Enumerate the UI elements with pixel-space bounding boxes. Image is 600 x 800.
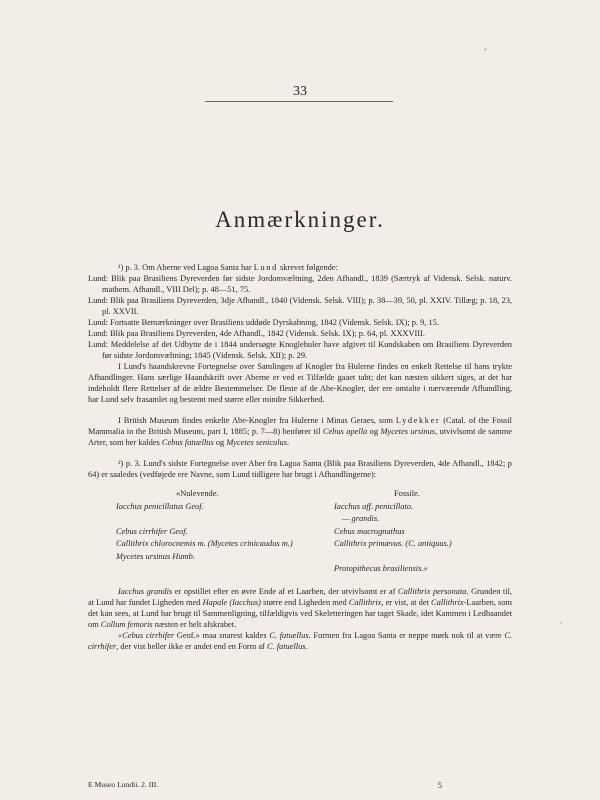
species-entry: Iacchus penicillatus Geof. <box>116 501 204 511</box>
paragraph: «Cebus cirrhifer Geof.» maa snarest kaldes C. fatuellus. Formen fra Lagoa Santa er neppe mørk nok til at være C. cirrhifer, der vist heller ikke er andet end en Form af C. fatuellus. <box>88 630 512 651</box>
page-footer <box>88 780 512 790</box>
species-entry: — grandis. <box>342 514 380 523</box>
page-number: 33 <box>293 84 307 99</box>
note-marker: ¹) <box>118 263 124 272</box>
species-name: Mycetes ursinus <box>380 427 436 436</box>
section-title: Anmærkninger. <box>215 207 385 232</box>
living-species-column <box>88 488 321 576</box>
sheet-signature: 5 <box>437 780 442 790</box>
note-marker: ²) <box>118 459 124 468</box>
species-entry: Callithrix primævus. (C. antiquus.) <box>334 539 452 548</box>
species-name: Cebus fatuellus <box>161 438 214 447</box>
species-entry: Iacchus aff. penicillato. <box>334 501 414 511</box>
reference-item: Lund: Blik paa Brasiliens Dyreverden, 4de Afhandl., 1842 (Vidensk. Selsk. IX); p. 64, pl. XXXVIII. <box>88 329 425 338</box>
species-entry: Cebus macrognathus <box>334 526 405 536</box>
reference-item: Lund: Fortsatte Bemærkninger over Brasiliens uddøde Dyrskabning, 1842 (Vidensk. Selsk. IX); p. 9, 15. <box>88 318 439 327</box>
species-name: Mycetes seniculus <box>226 438 288 447</box>
reference-item: Lund: Blik paa Brasiliens Dyreverden, 3dje Afhandl., 1840 (Vidensk. Selsk. VIII); p. 38—39, 50, pl. XXIV. Tillæg; p. 18, 23, pl. XXVII. <box>88 296 512 316</box>
reference-item: Lund: Blik paa Brasiliens Dyreverden før sidste Jordomvæltning, 2den Afhandl., 1839 (Særtryk af Vidensk. Selsk. naturv. mathem. Afhandl., VIII Del); p. 48—51, 75. <box>88 274 512 294</box>
column-header: «Nulevende. <box>176 489 219 498</box>
column-header: Fossile. <box>394 489 420 498</box>
species-entry: Callithrix chlorocnemis m. (Mycetes crinicaudus m.) <box>116 539 293 548</box>
spacer <box>334 551 512 564</box>
species-entry: Protopithecus brasiliensis.» <box>334 564 428 573</box>
author-name: Lund <box>253 263 278 272</box>
reference-item: Lund: Meddelelse af det Udbytte de i 1844 undersøgte Knoglehuler have afgivet til Kundskaben om Brasiliens Dyreverden før sidste Jordomvæltning; 1845 (Vidensk. Selsk. XII); p. 29. <box>88 340 512 360</box>
note-1-intro: ¹) p. 3. Om Aberne ved Lagoa Santa har Lund skrevet følgende: <box>118 263 338 272</box>
body-text <box>88 262 512 652</box>
note-2-intro: ²) p. 3. Lund's sidste Fortegnelse over Aber fra Lagoa Santa (Blik paa Brasiliens Dyreverden, 4de Afhandl., 1842; p 64) er saaledes (vedføjede ere Navne, som Lund tidligere har brugt i Afhandlingerne): <box>88 459 512 479</box>
journal-signature: E Museo Lundii. 2. III. <box>88 780 159 789</box>
species-list <box>88 488 512 576</box>
paragraph: I British Museum findes enkelte Abe-Knogler fra Hulerne i Minas Geraes, som Lydekker (Catal. of the Fossil Mammalia in the British Museum, part I, 1885; p. 7—8) henfører til Cebus apella og Mycetes ursinus, utvivlsomt de samme Arter, som her kaldes Cebus fatuellus og Mycetes seniculus. <box>88 416 513 447</box>
header-rule <box>205 101 393 102</box>
species-name: Cebus apella <box>322 427 368 436</box>
paper-speck <box>560 622 562 624</box>
species-entry: Cebus cirrhifer Geof. <box>116 526 188 536</box>
species-entry: Mycetes ursinus Humb. <box>116 551 195 561</box>
paragraph: Iacchus grandis er opstillet efter en øvre Ende af et Laarben, der utvivlsomt er af Callithrix personata. Grunden til, at Lund har fundet Ligheden med Hapale (Iacchus) større end Ligheden med Callithrix, er vist, at det Callithrix-Laarben, som det kan sees, at Lund har brugt til Sammenligning, tilfældigvis ved Skeletteringen har taget Skade, idet Kammen i Ledbaandet om Collum femoris næsten er helt afskrabet. <box>88 586 513 629</box>
author-name: Lydekker <box>395 416 441 425</box>
fossil-species-column <box>334 488 512 576</box>
paragraph: I Lund's haandskrevne Fortegnelse over Samlingen af Knogler fra Hulerne findes en enkelt Rettelse til hans trykte Afhandlinger. Hans særlige Haandskrift over Aberne er ved et Tilfælde gaaet tabt; det kan næsten sikkert siges, at det har indeholdt flere Rettelser af de ældre Bestemmelser. De fleste af de Abe-Knogler, der ere omtalte i nærværende Afhandling, har Lund selv frasamlet og bestemt med større eller mindre Sikkerhed. <box>88 362 512 404</box>
paper-speck <box>484 48 487 51</box>
spacer <box>116 513 321 526</box>
